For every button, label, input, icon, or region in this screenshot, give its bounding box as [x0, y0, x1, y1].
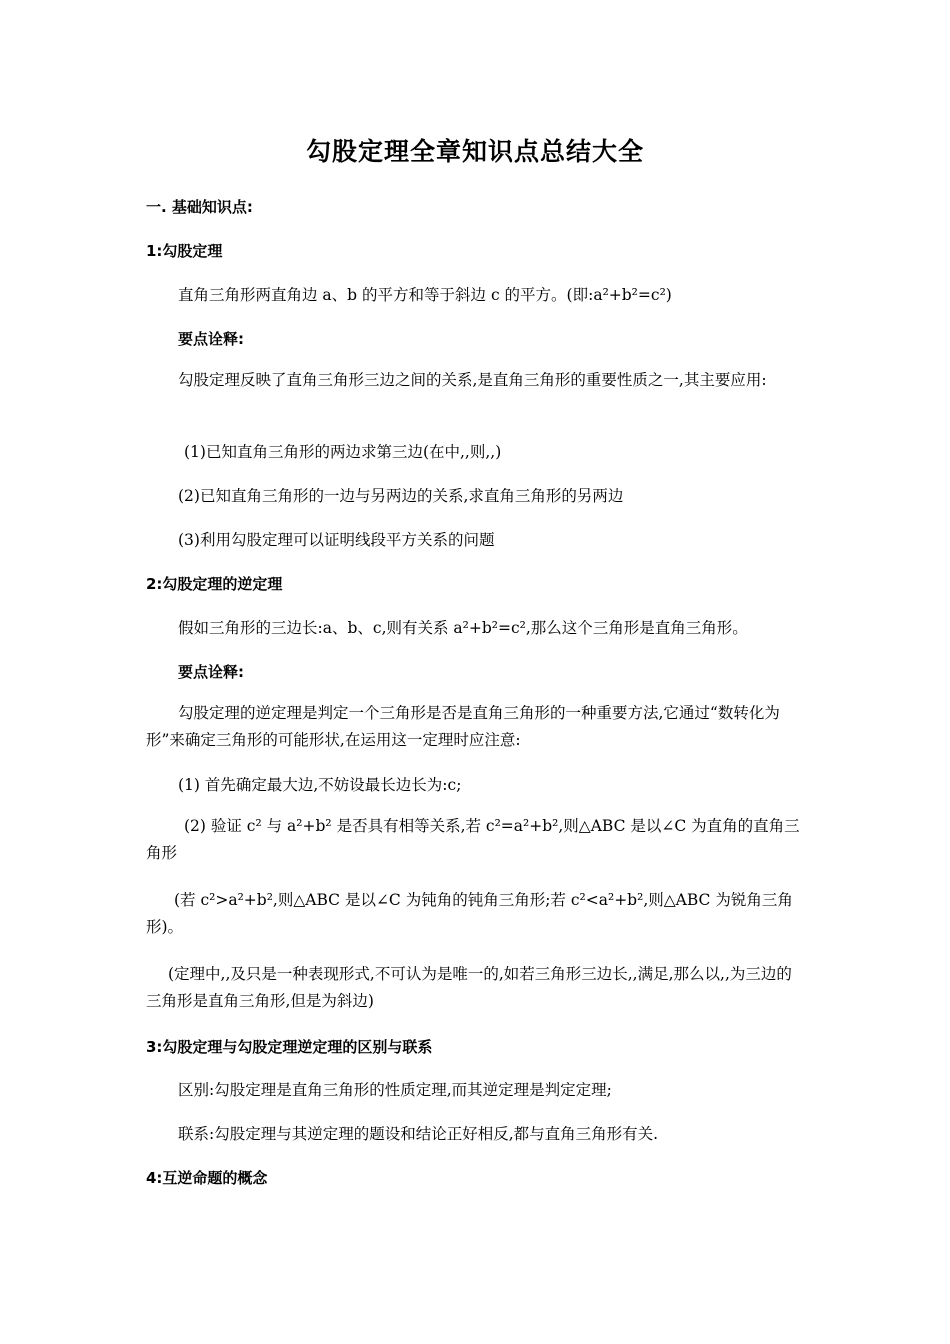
converse-statement: 假如三角形的三边长:a、b、c,则有关系 a²+b²=c²,那么这个三角形是直角三角形。 — [178, 619, 748, 637]
heading-converse-theorem: 2:勾股定理的逆定理 — [146, 575, 283, 593]
note-paragraph-2: 勾股定理的逆定理是判定一个三角形是否是直角三角形的一种重要方法,它通过“数转化为形”来确定三角形的可能形状,在运用这一定理时应注意: — [146, 704, 780, 749]
heading-converse-propositions: 4:互逆命题的概念 — [146, 1169, 268, 1187]
page-title: 勾股定理全章知识点总结大全 — [305, 137, 644, 166]
note-heading: 要点诠释: — [178, 330, 244, 348]
step-item-1: (1) 首先确定最大边,不妨设最长边长为:c; — [178, 776, 462, 794]
note-heading-2: 要点诠释: — [178, 663, 244, 681]
difference-text: 区别:勾股定理是直角三角形的性质定理,而其逆定理是判定定理; — [178, 1081, 612, 1099]
application-item-3: (3)利用勾股定理可以证明线段平方关系的问题 — [178, 531, 495, 549]
step-item-4: (定理中,,及只是一种表现形式,不可认为是唯一的,如若三角形三边长,,满足,那么以,,为三边的三角形是直角三角形,但是为斜边) — [146, 965, 792, 1010]
relation-text: 联系:勾股定理与其逆定理的题设和结论正好相反,都与直角三角形有关. — [178, 1125, 659, 1143]
application-item-1: (1)已知直角三角形的两边求第三边(在中,,则,,) — [184, 443, 502, 461]
heading-pythagorean-theorem: 1:勾股定理 — [146, 242, 223, 260]
application-item-2: (2)已知直角三角形的一边与另两边的关系,求直角三角形的另两边 — [178, 487, 624, 505]
section-heading-basics: 一. 基础知识点: — [146, 198, 253, 216]
note-paragraph: 勾股定理反映了直角三角形三边之间的关系,是直角三角形的重要性质之一,其主要应用: — [178, 371, 767, 389]
heading-difference-relation: 3:勾股定理与勾股定理逆定理的区别与联系 — [146, 1038, 433, 1056]
step-item-2: (2) 验证 c² 与 a²+b² 是否具有相等关系,若 c²=a²+b²,则△ABC 是以∠C 为直角的直角三角形 — [146, 817, 800, 862]
theorem-statement: 直角三角形两直角边 a、b 的平方和等于斜边 c 的平方。(即:a²+b²=c²) — [178, 286, 672, 304]
step-item-3: (若 c²>a²+b²,则△ABC 是以∠C 为钝角的钝角三角形;若 c²<a²+b²,则△ABC 为锐角三角形)。 — [146, 891, 793, 936]
